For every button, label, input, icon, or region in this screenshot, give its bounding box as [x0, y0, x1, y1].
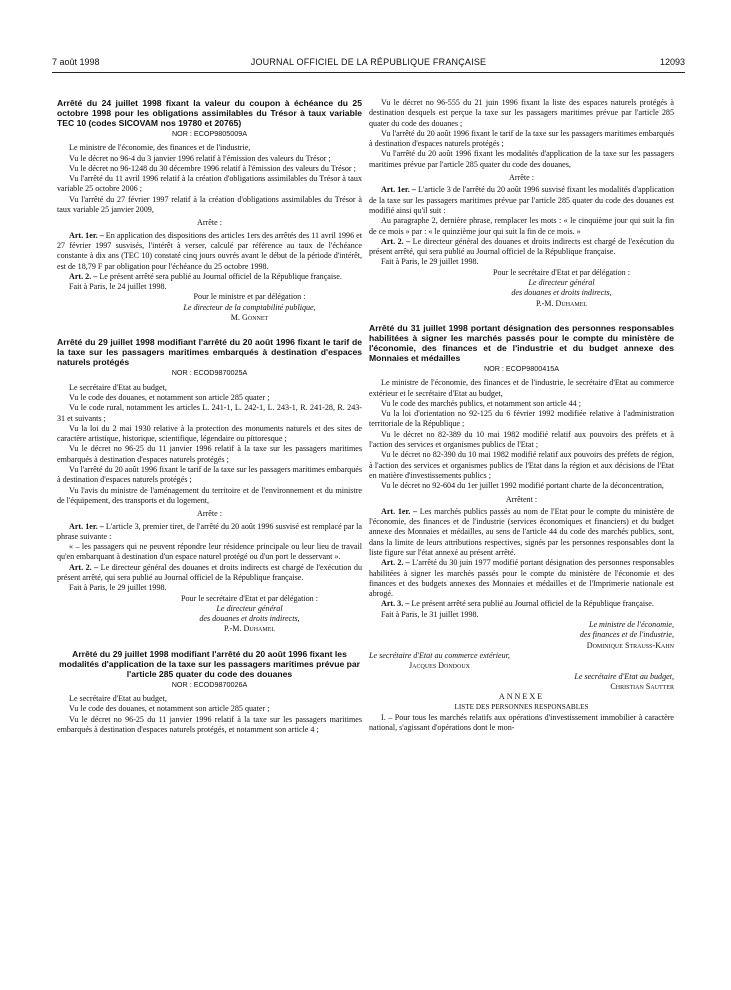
paragraph: Vu le décret no 82-390 du 10 mai 1982 modifié relatif aux pouvoirs des préfets de région, à l'action des services et organismes publics de l'Etat dans la région et aux décisions de l'Etat en matière d'investissements publics ; — [369, 450, 674, 480]
arrete-heading: Arrête : — [197, 218, 222, 228]
article — [57, 563, 362, 584]
paragraph: Le ministre de l'économie, des finances et de l'industrie, le secrétaire d'Etat au commerce extérieur et le secrétaire d'Etat au budget, — [369, 378, 674, 398]
spacer — [57, 635, 362, 649]
header-journal-title: JOURNAL OFFICIEL DE LA RÉPUBLIQUE FRANÇAISE — [250, 57, 487, 67]
article-text: Les marchés publics passés au nom de l'Etat pour le compte du ministère de l'économie, des finances et de l'industrie (services économiques et financiers) et du budget annexe des Monnaies et médailles, au sens de l'article 44 du code des marchés publics, sont, dans la limite de leurs attributions respectives, signés par les personnes responsables dont la liste figure sur l'état annexé au présent arrêté. — [369, 506, 674, 557]
paragraph: Vu l'arrêté du 20 août 1996 fixant les modalités d'application de la taxe sur les passagers maritimes prévue par l'article 285 quater du code des douanes, — [369, 149, 674, 169]
signatory-name: M. Gonnet — [230, 313, 269, 323]
signature-title: Le secrétaire d'Etat au commerce extérieur, — [369, 650, 510, 660]
signature-title: des douanes et droits indirects, — [511, 288, 612, 298]
left-column — [57, 98, 362, 735]
fait-a-paris: Fait à Paris, le 31 juillet 1998. — [381, 609, 479, 619]
header-page-number: 12093 — [659, 57, 685, 67]
article-label: Art. 2. – — [381, 236, 411, 246]
fait-a-paris: Fait à Paris, le 24 juillet 1998. — [69, 282, 167, 292]
paragraph: Le secrétaire d'Etat au budget, — [69, 382, 167, 392]
article-text: Le présent arrêté sera publié au Journal officiel de la République française. — [409, 599, 654, 609]
arrete-title: Arrêté du 29 juillet 1998 modifiant l'arrêté du 20 août 1996 fixant les modalités d'application de la taxe sur les passagers maritimes prévue par l'article 285 quater du code des douanes — [58, 648, 361, 679]
signature-title: des finances et de l'industrie, — [579, 630, 674, 640]
article-text: L'arrêté du 30 juin 1977 modifié portant désignation des personnes responsables habilitées à signer les marchés passés pour le compte du ministère de l'économie et des finances et des budgets annexes des Monnaies et médailles et de l'Imprimerie nationale est abrogé. — [369, 558, 674, 599]
signature-line: Pour le secrétaire d'Etat et par délégation : — [181, 593, 318, 603]
paragraph: Le secrétaire d'Etat au budget, — [69, 694, 167, 704]
article — [369, 507, 674, 558]
article-text: Le présent arrêté sera publié au Journal officiel de la République française. — [97, 271, 342, 281]
spacer — [57, 323, 362, 337]
paragraph: Vu le code des marchés publics, et notamment son article 44 ; — [381, 398, 581, 408]
liste-heading: LISTE DES PERSONNES RESPONSABLES — [454, 703, 589, 712]
paragraph: Vu le code des douanes, et notamment son article 285 quater ; — [69, 392, 270, 402]
article-text: En application des dispositions des articles 1ers des arrêtés des 11 avril 1996 et 27 février 1997 susvisés, l'intérêt à verser, calculé par référence au taux de l'échéance constante à dix ans (TEC 10) constaté cinq jours ouvrés avant le début de la période d'intérêt, est de 18,79 F par obligation pour l'échéance du 25 octobre 1998. — [57, 230, 363, 271]
arrete-title: Arrêté du 29 juillet 1998 modifiant l'arrêté du 20 août 1996 fixant le tarif de la taxe sur les passagers maritimes embarqués à destination d'espaces naturels protégés — [57, 337, 362, 368]
nor-reference: NOR : ECOD9870025A — [171, 368, 248, 378]
paragraph: Vu l'arrêté du 20 août 1996 fixant le tarif de la taxe sur les passagers maritimes embarqués à destination d'espaces naturels protégés ; — [57, 465, 362, 485]
article — [57, 231, 362, 272]
article-label: Art. 1er. – — [381, 185, 416, 195]
article-text: Le directeur général des douanes et droits indirects est chargé de l'exécution du présent arrêté, qui sera publié au Journal officiel de la République française. — [369, 236, 674, 257]
header-rule — [52, 72, 685, 73]
signature-title: des douanes et droits indirects, — [199, 614, 300, 624]
article-label: Art. 2. – — [69, 562, 99, 572]
signatory-name: Christian Sautter — [610, 681, 674, 691]
article — [369, 237, 674, 258]
paragraph: Vu la loi d'orientation no 92-125 du 6 février 1992 modifiée relative à l'administration territoriale de la République ; — [369, 409, 674, 429]
fait-a-paris: Fait à Paris, le 29 juillet 1998. — [69, 583, 167, 593]
article-label: Art. 1er. – — [69, 230, 104, 240]
article — [369, 599, 674, 609]
arrete-title: Arrêté du 31 juillet 1998 portant désignation des personnes responsables habilitées à signer les marchés passés pour le compte du ministère de l'économie, des finances et de l'industrie et du budget annexe des Monnaies et médailles — [369, 322, 674, 363]
paragraph: Au paragraphe 2, dernière phrase, remplacer les mots : « le cinquième jour qui suit la fin de ce mois » par : « le quinzième jour qui suit la fin de ce mois. » — [369, 216, 674, 236]
signatory-name: P.-M. Duhamel — [223, 624, 276, 634]
arrete-heading: Arrête : — [509, 173, 534, 183]
spacer — [369, 309, 674, 323]
signature-line: Pour le secrétaire d'Etat et par délégation : — [493, 267, 630, 277]
paragraph: Vu l'avis du ministre de l'aménagement du territoire et de l'environnement et du ministre de l'équipement, des transports et du logement, — [57, 485, 362, 505]
arretent-heading: Arrêtent : — [505, 494, 538, 504]
article-text: L'article 3, premier tiret, de l'arrêté du 20 août 1996 susvisé est remplacé par la phrase suivante : — [57, 521, 362, 541]
article-label: Art. 2. – — [381, 558, 410, 568]
signature-title: Le ministre de l'économie, — [588, 620, 674, 630]
article-text: L'article 3 de l'arrêté du 20 août 1996 susvisé fixant les modalités d'application de la taxe sur les passagers maritimes prévue par l'article 285 quater du code des douanes est modifié ainsi qu'il suit : — [369, 185, 675, 215]
quoted-text: « – les passagers qui ne peuvent répondre leur résidence principale ou leur lieu de travail qu'en embarquant à destination d'un espace naturel protégé ou d'un port le desservant ». — [57, 542, 362, 562]
paragraph: Vu le décret no 92-604 du 1er juillet 1992 modifié portant charte de la déconcentration, — [381, 481, 664, 491]
article-label: Art. 1er. – — [69, 521, 104, 531]
nor-reference: NOR : ECOP9805009A — [171, 129, 248, 138]
annexe-heading: ANNEXE — [498, 692, 545, 702]
paragraph: Vu la loi du 2 mai 1930 relative à la protection des monuments naturels et des sites de caractère artistique, historique, scientifique, légendaire ou pittoresque ; — [57, 423, 362, 444]
paragraph: Vu le décret no 96-555 du 21 juin 1996 fixant la liste des espaces naturels protégés à destination desquels est perçue la taxe sur les passagers maritimes prévue par l'article 285 quater du code des douanes ; — [369, 98, 674, 128]
nor-reference: NOR : ECOD9870026A — [171, 679, 248, 689]
right-column — [369, 98, 674, 733]
signatory-name: Dominique Strauss-Kahn — [586, 640, 674, 650]
paragraph: Vu le code des douanes, et notamment son article 285 quater ; — [69, 704, 270, 714]
paragraph: Vu l'arrêté du 20 août 1996 fixant le tarif de la taxe sur les passagers maritimes embarqués à destination d'espaces naturels protégés ; — [369, 128, 674, 149]
paragraph: Vu l'arrêté du 27 février 1997 relatif à la création d'obligations assimilables du Trésor à taux variable 25 janvier 2009, — [57, 194, 362, 215]
article — [369, 185, 674, 216]
paragraph: I. – Pour tous les marchés relatifs aux opérations d'investissement immobilier à caractère national, s'agissant d'opérations dont le mon- — [369, 712, 674, 733]
signatory-name: P.-M. Duhamel — [535, 298, 588, 308]
signature-title: Le directeur général — [216, 603, 283, 613]
article — [57, 522, 362, 543]
signature-title: Le directeur de la comptabilité publique, — [183, 302, 316, 312]
paragraph: Vu l'arrêté du 11 avril 1996 relatif à la création d'obligations assimilables du Trésor à taux variable 25 octobre 2006 ; — [57, 174, 362, 194]
paragraph: Vu le décret no 96-1248 du 30 décembre 1996 relatif à l'émission des valeurs du Trésor ; — [69, 163, 356, 173]
fait-a-paris: Fait à Paris, le 29 juillet 1998. — [381, 257, 479, 267]
article-text: Le directeur général des douanes et droits indirects est chargé de l'exécution du présent arrêté, qui sera publié au Journal officiel de la République française. — [57, 562, 362, 582]
article — [57, 272, 362, 282]
signatory-name: Jacques Dondoux — [409, 661, 471, 671]
arrete-heading: Arrête : — [197, 509, 222, 519]
article-label: Art. 3. – — [381, 599, 410, 609]
paragraph: Vu le décret no 96-25 du 11 janvier 1996 relatif à la taxe sur les passagers maritimes embarqués à destination d'espaces naturels protégés ; — [57, 444, 362, 464]
paragraph: Vu le code rural, notamment les articles L. 241-1, L. 242-1, L. 243-1, R. 241-28, R. 243-31 et suivants ; — [57, 403, 362, 423]
paragraph: Le ministre de l'économie, des finances et de l'industrie, — [69, 143, 251, 153]
signature-line: Pour le ministre et par délégation : — [193, 292, 306, 302]
signature-title: Le secrétaire d'Etat au budget, — [574, 671, 674, 681]
paragraph: Vu le décret no 82-389 du 10 mai 1982 modifié relatif aux pouvoirs des préfets et à l'action des services et organismes publics de l'Etat ; — [369, 429, 674, 450]
header-date: 7 août 1998 — [52, 57, 100, 67]
paragraph: Vu le décret no 96-4 du 3 janvier 1996 relatif à l'émission des valeurs du Trésor ; — [69, 153, 331, 163]
signature-title: Le directeur général — [528, 278, 595, 288]
article-label: Art. 2. – — [69, 271, 98, 281]
article — [369, 558, 674, 599]
article-label: Art. 1er. – — [381, 506, 418, 516]
nor-reference: NOR : ECOP9800415A — [483, 363, 560, 373]
page-header — [52, 57, 685, 71]
arrete-title: Arrêté du 24 juillet 1998 fixant la valeur du coupon à échéance du 25 octobre 1998 pour les obligations assimilables du Trésor à taux variable TEC 10 (codes SICOVAM nos 19780 et 20765) — [57, 98, 362, 128]
paragraph: Vu le décret no 96-25 du 11 janvier 1996 relatif à la taxe sur les passagers maritimes embarqués à destination d'espaces naturels protégés, et notamment son article 4 ; — [57, 714, 362, 734]
